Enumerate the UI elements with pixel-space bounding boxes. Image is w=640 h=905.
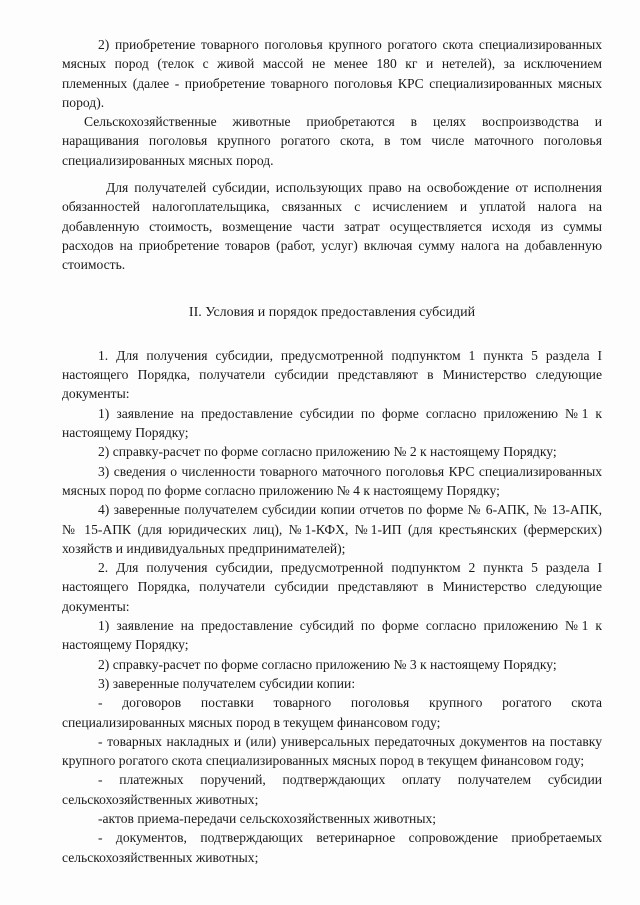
section-item: 1. Для получения субсидии, предусмотренной подпунктом 1 пункта 5 раздела I настоящего Порядка, получатели субсидии представляют в Министерство следующие документы: <box>62 347 602 402</box>
section-item: 1) заявление на предоставление субсидий по форме согласно приложению №1 к настоящему Порядку; <box>62 618 602 653</box>
section-item: - платежных поручений, подтверждающих оплату получателем субсидии сельскохозяйственных животных; <box>62 772 602 807</box>
document-body <box>62 35 602 867</box>
section-item: 2) справку-расчет по форме согласно приложению № 2 к настоящему Порядку; <box>98 444 557 460</box>
section-item: - договоров поставки товарного поголовья крупного рогатого скота специализированных мясных пород в текущем финансовом году; <box>62 695 602 730</box>
paragraph-purpose: Сельскохозяйственные животные приобретаются в целях воспроизводства и наращивания поголовья крупного рогатого скота, в том числе маточного поголовья специализированных мясных пород. <box>62 114 602 168</box>
paragraph-vat: Для получателей субсидии, использующих право на освобождение от исполнения обязанностей налогоплательщика, связанных с исчислением и уплатой налога на добавленную стоимость, возмещение части затрат осуществляется исходя из суммы расходов на приобретение товаров (работ, услуг) включая сумму налога на добавленную стоимость. <box>62 180 602 273</box>
section-item: - документов, подтверждающих ветеринарное сопровождение приобретаемых сельскохозяйственных животных; <box>62 830 602 865</box>
section-item: -актов приема-передачи сельскохозяйственных животных; <box>98 810 437 826</box>
section-item: 1) заявление на предоставление субсидии по форме согласно приложению №1 к настоящему Порядку; <box>62 405 602 441</box>
paragraph-acquisition-item: 2) приобретение товарного поголовья крупного рогатого скота специализированных мясных пород (телок с живой массой не менее 180 кг и нетелей), за исключением племенных (далее - приобретение товарного поголовья КРС специализированных мясных пород). <box>62 37 602 110</box>
section-item: - товарных накладных и (или) универсальных передаточных документов на поставку крупного рогатого скота специализированных мясных пород в текущем финансовом году; <box>62 733 602 769</box>
section-item: 2) справку-расчет по форме согласно приложению № 3 к настоящему Порядку; <box>98 656 557 672</box>
section-item: 4) заверенные получателем субсидии копии отчетов по форме № 6-АПК, № 13-АПК, № 15-АПК (для юридических лиц), №1-КФХ, №1-ИП (для крестьянских (фермерских) хозяйств и индивидуальных предпринимателей); <box>62 502 602 556</box>
section-item: 2. Для получения субсидии, предусмотренной подпунктом 2 пункта 5 раздела I настоящего Порядка, получатели субсидии представляют в Министерство следующие документы: <box>62 560 602 614</box>
section-item: 3) заверенные получателем субсидии копии: <box>98 675 356 691</box>
section-heading: II. Условия и порядок предоставления субсидий <box>188 304 476 320</box>
section-item: 3) сведения о численности товарного маточного поголовья КРС специализированных мясных пород по форме согласно приложению № 4 к настоящему Порядку; <box>62 463 602 498</box>
